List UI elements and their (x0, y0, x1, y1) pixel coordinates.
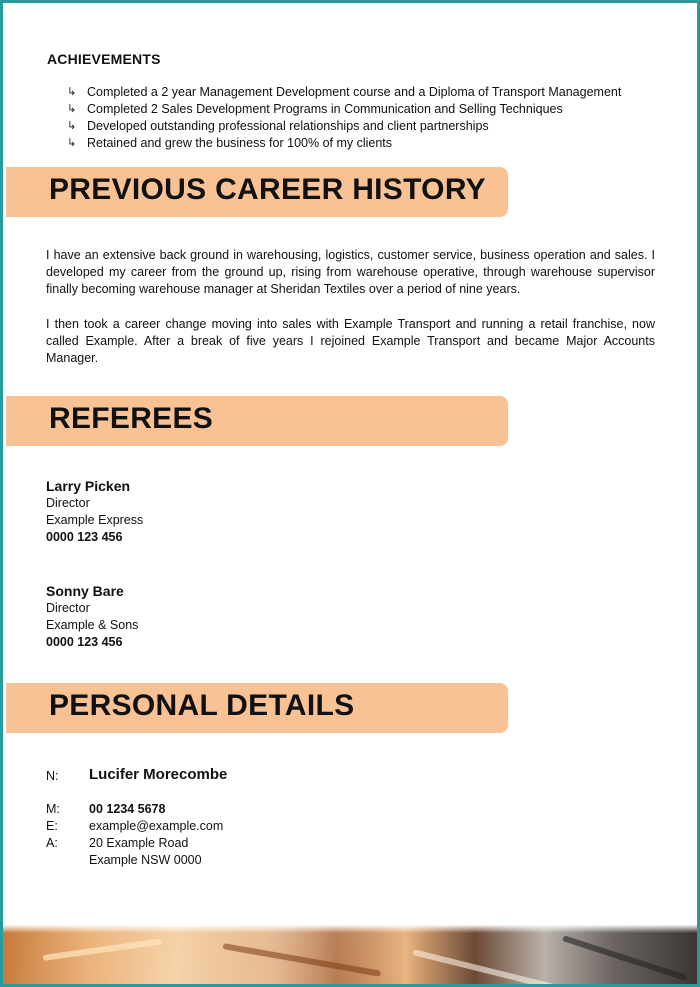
arrow-bullet-icon: ↳ (67, 103, 77, 115)
personal-heading: PERSONAL DETAILS (49, 689, 355, 722)
personal-email: example@example.com (89, 819, 224, 833)
referee-phone: 0000 123 456 (46, 635, 123, 649)
personal-section-bar (6, 683, 508, 733)
achievement-item: ↳ Completed 2 Sales Development Programs in Communication and Selling Techniques (67, 101, 563, 116)
achievements-list (67, 83, 621, 151)
referees-heading: REFEREES (49, 402, 214, 435)
career-paragraph-2: I then took a career change moving into sales with Example Transport and running a retail franchise, now called Example. After a break of five years I rejoined Example Transport and became Major Accounts Manager. (46, 317, 655, 365)
arrow-bullet-icon: ↳ (67, 137, 77, 149)
achievement-item: ↳ Retained and grew the business for 100% of my clients (67, 135, 393, 150)
footer-streak (562, 935, 687, 981)
personal-mobile: 00 1234 5678 (89, 802, 166, 816)
mobile-label: M: (46, 802, 60, 816)
referee-role: Director (46, 496, 90, 510)
achievement-item: ↳ Completed a 2 year Management Development course and a Diploma of Transport Management (67, 84, 622, 99)
referee-card (46, 583, 138, 651)
achievements-heading: ACHIEVEMENTS (47, 51, 161, 67)
referee-phone: 0000 123 456 (46, 530, 123, 544)
referee-company: Example & Sons (46, 618, 139, 632)
referee-company: Example Express (46, 513, 144, 527)
referee-name: Sonny Bare (46, 583, 124, 599)
referee-card (46, 478, 143, 546)
arrow-bullet-icon: ↳ (67, 86, 77, 98)
career-heading: PREVIOUS CAREER HISTORY (49, 173, 486, 206)
career-paragraph-1: I have an extensive back ground in warehousing, logistics, customer service, business operation and sales. I developed my career from the ground up, rising from warehouse operative, through warehouse supervisor finally becoming warehouse manager at Sheridan Textiles over a period of nine years. (46, 248, 655, 296)
personal-address-line2: Example NSW 0000 (89, 853, 202, 867)
resume-page (3, 3, 697, 984)
footer-streak (412, 949, 588, 984)
referees-section-bar (6, 396, 508, 446)
footer-decorative-image (3, 925, 697, 984)
name-label: N: (46, 769, 59, 783)
footer-streak (43, 938, 163, 961)
footer-streak (222, 943, 381, 977)
personal-name: Lucifer Morecombe (89, 766, 228, 783)
personal-address-line1: 20 Example Road (89, 836, 189, 850)
referee-name: Larry Picken (46, 478, 131, 494)
achievement-item: ↳ Developed outstanding professional relationships and client partnerships (67, 118, 489, 133)
career-section-bar (6, 167, 508, 217)
referee-role: Director (46, 601, 90, 615)
address-label: A: (46, 836, 58, 850)
email-label: E: (46, 819, 58, 833)
arrow-bullet-icon: ↳ (67, 120, 77, 132)
footer-fade (3, 925, 697, 933)
